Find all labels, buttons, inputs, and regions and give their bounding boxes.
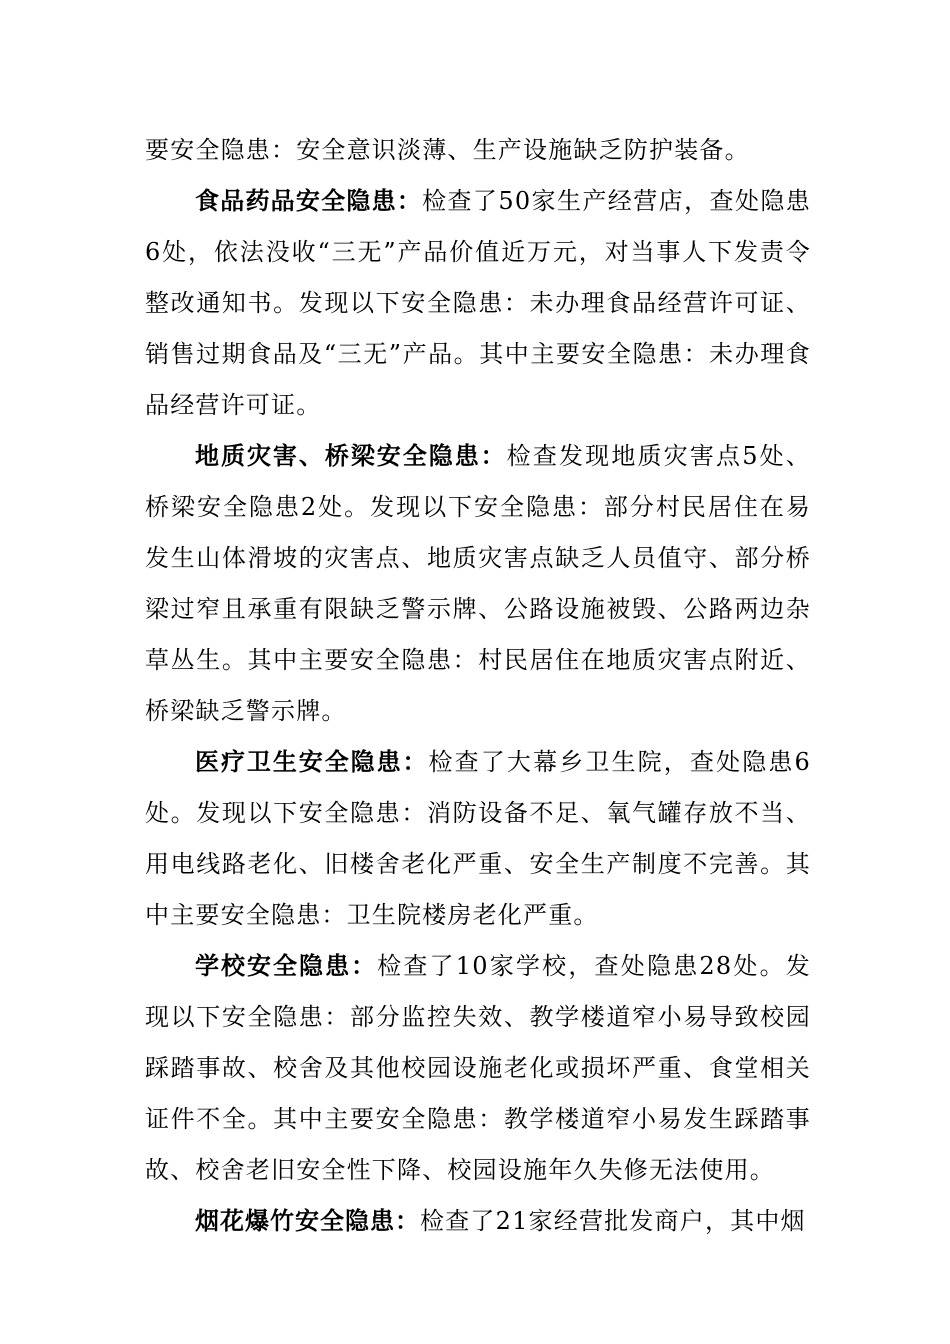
paragraph-text: 检查发现地质灾害点5处、桥梁安全隐患2处。发现以下安全隐患：部分村民居住在易发生山体滑坡的灾害点、地质灾害点缺乏人员值守、部分桥梁过窄且承重有限缺乏警示牌、公路设施被毁、公路两边杂草丛生。其中主要安全隐患：村民居住在地质灾害点附近、桥梁缺乏警示牌。 (145, 442, 812, 725)
paragraph-text: 要安全隐患：安全意识淡薄、生产设施缺乏防护装备。 (145, 136, 750, 164)
paragraph-heading: 学校安全隐患： (195, 952, 378, 980)
paragraph-heading: 烟花爆竹安全隐患： (195, 1207, 420, 1235)
paragraph-text: 检查了大幕乡卫生院，查处隐患6处。发现以下安全隐患：消防设备不足、氧气罐存放不当、用电线路老化、旧楼舍老化严重、安全生产制度不完善。其中主要安全隐患：卫生院楼房老化严重。 (145, 748, 811, 929)
paragraph-geology-bridge (145, 431, 811, 737)
paragraph-text: 检查了50家生产经营店，查处隐患6处，依法没收“三无”产品价值近万元，对当事人下发责令整改通知书。发现以下安全隐患：未办理食品经营许可证、销售过期食品及“三无”产品。其中主要安全隐患：未办理食品经营许可证。 (145, 187, 811, 419)
paragraph-heading: 食品药品安全隐患： (195, 187, 423, 215)
paragraph-school (145, 941, 811, 1196)
paragraph-text: 检查了21家经营批发商户，其中烟 (420, 1207, 806, 1235)
paragraph-fireworks (145, 1196, 811, 1247)
document-body (145, 125, 811, 1247)
paragraph-text: 检查了10家学校，查处隐患28处。发现以下安全隐患：部分监控失效、教学楼道窄小易导致校园踩踏事故、校舍及其他校园设施老化或损坏严重、食堂相关证件不全。其中主要安全隐患：教学楼道窄小易发生踩踏事故、校舍老旧安全性下降、校园设施年久失修无法使用。 (145, 952, 811, 1184)
paragraph-food-drug (145, 176, 811, 431)
paragraph-heading: 医疗卫生安全隐患： (195, 748, 429, 776)
paragraph-medical (145, 737, 811, 941)
paragraph-heading: 地质灾害、桥梁安全隐患： (195, 442, 507, 470)
paragraph-continued (145, 125, 811, 176)
